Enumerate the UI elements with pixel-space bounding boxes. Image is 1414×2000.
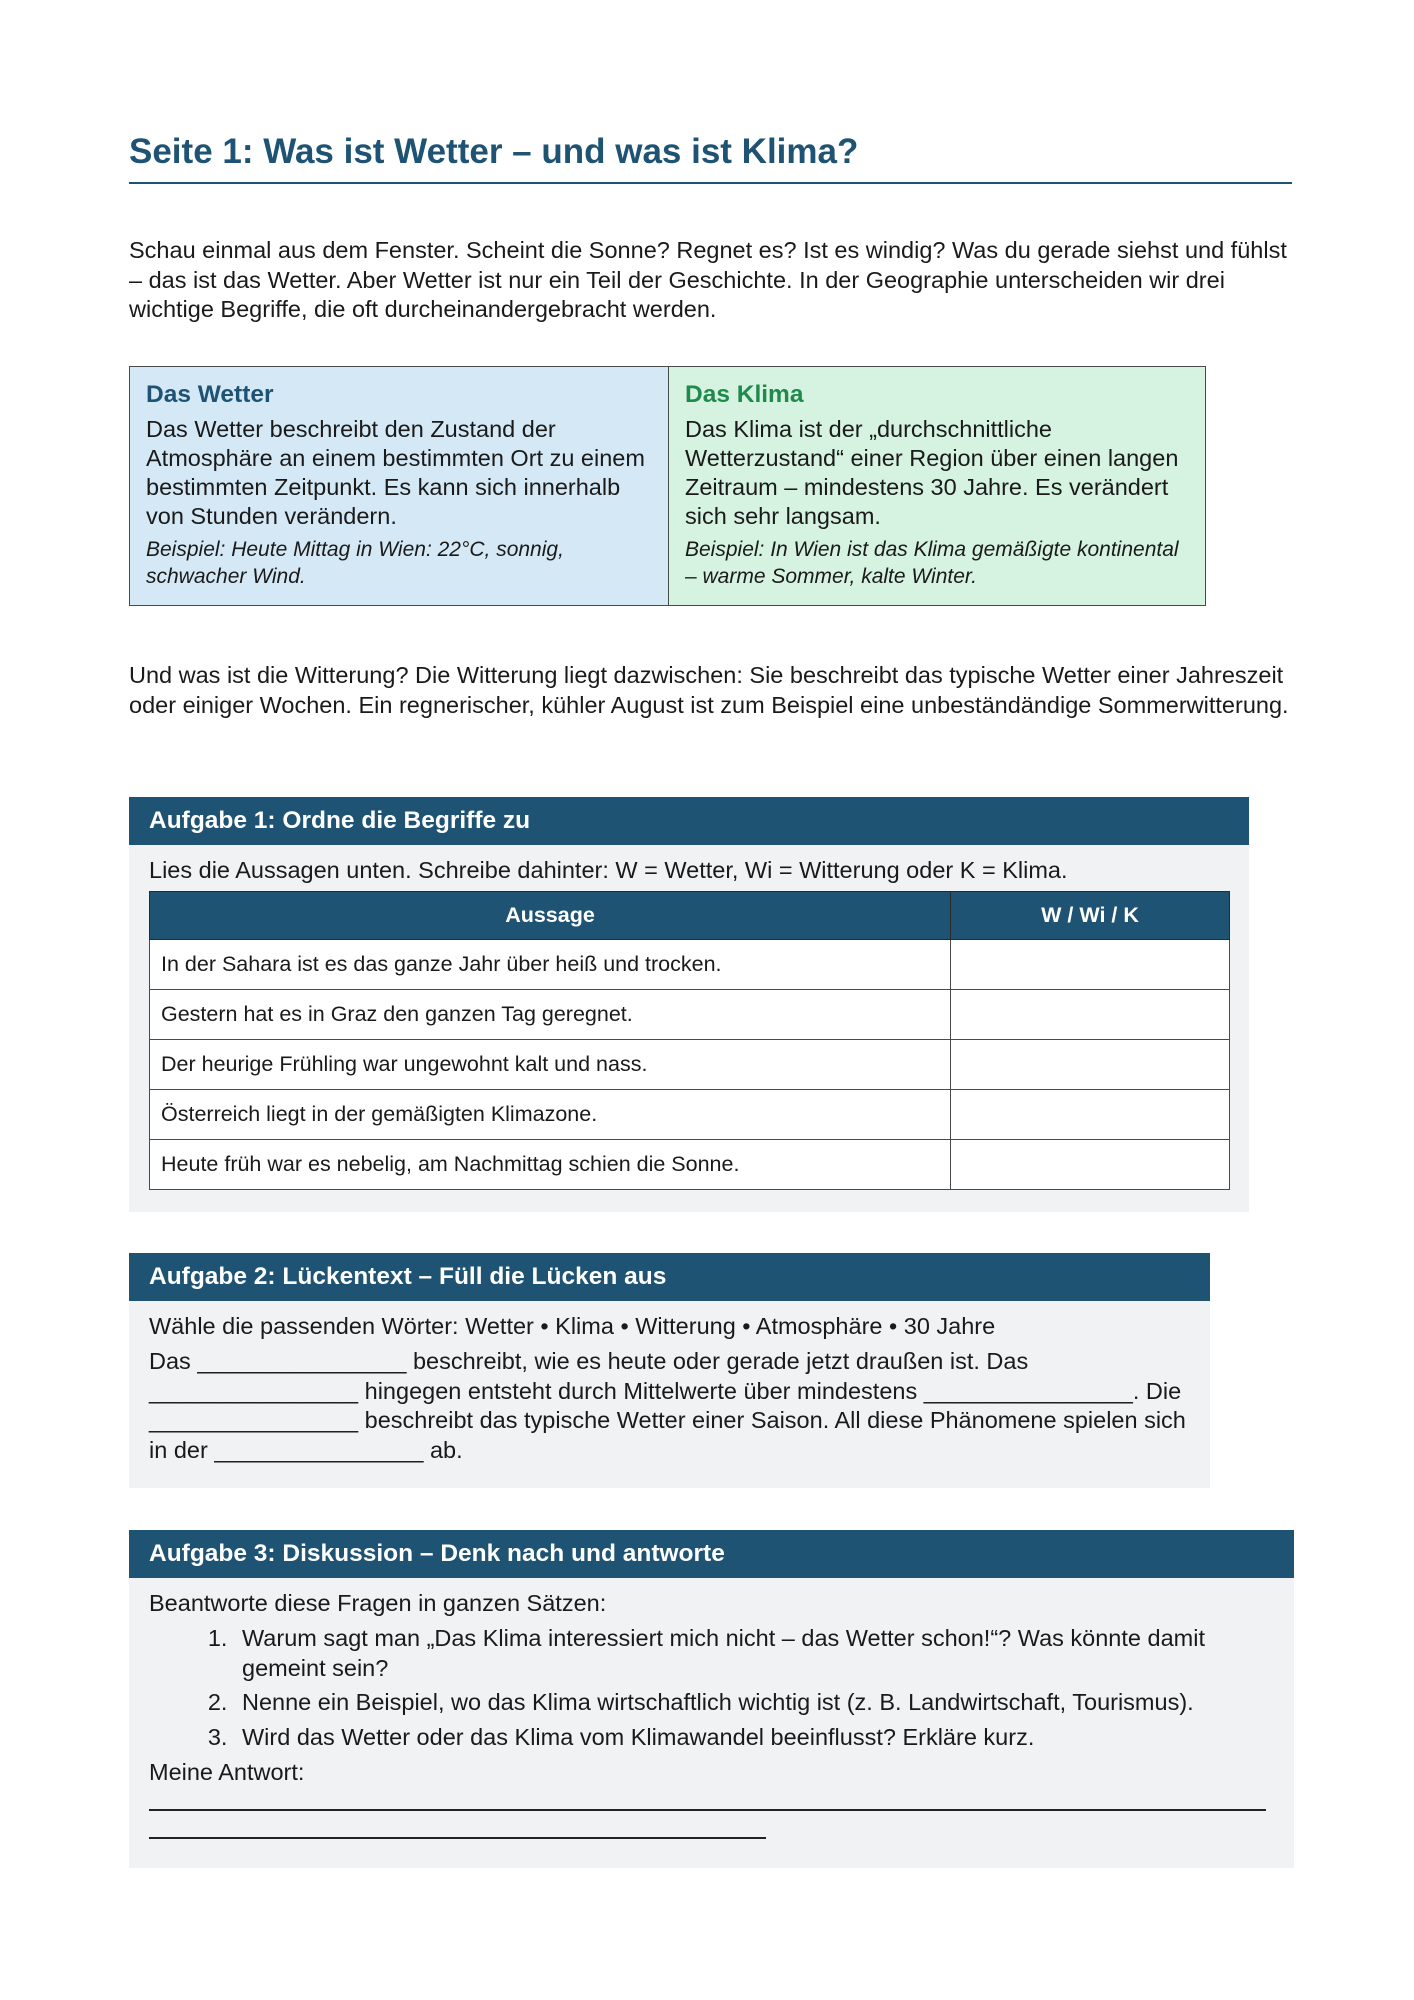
task1-heading: Aufgabe 1: Ordne die Begriffe zu <box>129 797 1249 845</box>
answer-cell[interactable] <box>951 940 1230 990</box>
definition-wetter <box>130 367 669 605</box>
task2-section <box>129 1253 1210 1488</box>
definition-klima <box>669 367 1205 605</box>
table-row <box>150 1040 1230 1090</box>
definition-klima-example: Beispiel: In Wien ist das Klima gemäßigte kontinental – warme Sommer, kalte Winter. <box>685 538 1179 588</box>
question-item: 2. Nenne ein Beispiel, wo das Klima wirtschaftlich wichtig ist (z. B. Landwirtschaft, Tourismus). <box>234 1688 1274 1718</box>
question-item: 3. Wird das Wetter oder das Klima vom Klimawandel beeinflusst? Erkläre kurz. <box>234 1723 1274 1753</box>
task1-instruction: Lies die Aussagen unten. Schreibe dahinter: W = Wetter, Wi = Witterung oder K = Klima. <box>149 857 1068 883</box>
answer-cell[interactable] <box>951 990 1230 1040</box>
statement-cell: In der Sahara ist es das ganze Jahr über heiß und trocken. <box>150 940 951 990</box>
statement-cell: Heute früh war es nebelig, am Nachmittag schien die Sonne. <box>150 1140 951 1190</box>
definition-wetter-example: Beispiel: Heute Mittag in Wien: 22°C, sonnig, schwacher Wind. <box>146 538 564 588</box>
table-row <box>150 990 1230 1040</box>
definition-klima-heading: Das Klima <box>685 381 804 408</box>
definition-wetter-text: Das Wetter beschreibt den Zustand der Atmosphäre an einem bestimmten Ort zu einem bestimmten Zeitpunkt. Es kann sich innerhalb von Stunden verändern. <box>146 416 645 529</box>
question-list <box>149 1624 1274 1752</box>
task1-section <box>129 797 1249 1212</box>
page-title: Seite 1: Was ist Wetter – und was ist Klima? <box>129 132 859 171</box>
task3-section <box>129 1530 1294 1868</box>
answer-line[interactable] <box>149 1809 1266 1811</box>
definition-wetter-heading: Das Wetter <box>146 381 274 408</box>
answer-cell[interactable] <box>951 1040 1230 1090</box>
answer-label: Meine Antwort: <box>149 1759 305 1785</box>
witterung-paragraph: Und was ist die Witterung? Die Witterung liegt dazwischen: Sie beschreibt das typische Wetter einer Jahreszeit oder einiger Wochen. Ein regnerischer, kühler August ist zum Beispiel eine unbeständändige Sommerwitterung. <box>129 662 1289 718</box>
definition-klima-text: Das Klima ist der „durchschnittliche Wetterzustand“ einer Region über einen langen Zeitraum – mindestens 30 Jahre. Es verändert sich sehr langsam. <box>685 416 1179 529</box>
assignment-table <box>149 891 1230 1190</box>
answer-line[interactable] <box>149 1837 766 1839</box>
task3-instruction: Beantworte diese Fragen in ganzen Sätzen: <box>149 1590 607 1616</box>
table-row <box>150 940 1230 990</box>
answer-cell[interactable] <box>951 1090 1230 1140</box>
answer-cell[interactable] <box>951 1140 1230 1190</box>
task2-heading: Aufgabe 2: Lückentext – Füll die Lücken aus <box>129 1253 1210 1301</box>
gap-text: Das ________________ beschreibt, wie es heute oder gerade jetzt draußen ist. Das ________________ hingegen entsteht durch Mittelwerte über mindestens ________________. Die ________________ beschreibt das typische Wetter einer Saison. All diese Phänomene spielen sich in der ________________ ab. <box>149 1348 1186 1463</box>
intro-paragraph: Schau einmal aus dem Fenster. Scheint die Sonne? Regnet es? Ist es windig? Was du gerade siehst und fühlst – das ist das Wetter. Aber Wetter ist nur ein Teil der Geschichte. In der Geographie unterscheiden wir drei wichtige Begriffe, die oft durcheinandergebracht werden. <box>129 237 1287 322</box>
column-header-answer: W / Wi / K <box>951 892 1230 940</box>
column-header-aussage: Aussage <box>150 892 951 940</box>
question-item: 1. Warum sagt man „Das Klima interessiert mich nicht – das Wetter schon!“? Was könnte damit gemeint sein? <box>234 1624 1274 1683</box>
definition-box <box>129 366 1206 606</box>
statement-cell: Der heurige Frühling war ungewohnt kalt und nass. <box>150 1040 951 1090</box>
table-row <box>150 1140 1230 1190</box>
statement-cell: Gestern hat es in Graz den ganzen Tag geregnet. <box>150 990 951 1040</box>
table-row <box>150 1090 1230 1140</box>
task3-heading: Aufgabe 3: Diskussion – Denk nach und antworte <box>129 1530 1294 1578</box>
title-divider <box>129 182 1292 184</box>
statement-cell: Österreich liegt in der gemäßigten Klimazone. <box>150 1090 951 1140</box>
task2-word-bank: Wähle die passenden Wörter: Wetter • Klima • Witterung • Atmosphäre • 30 Jahre <box>149 1313 996 1339</box>
